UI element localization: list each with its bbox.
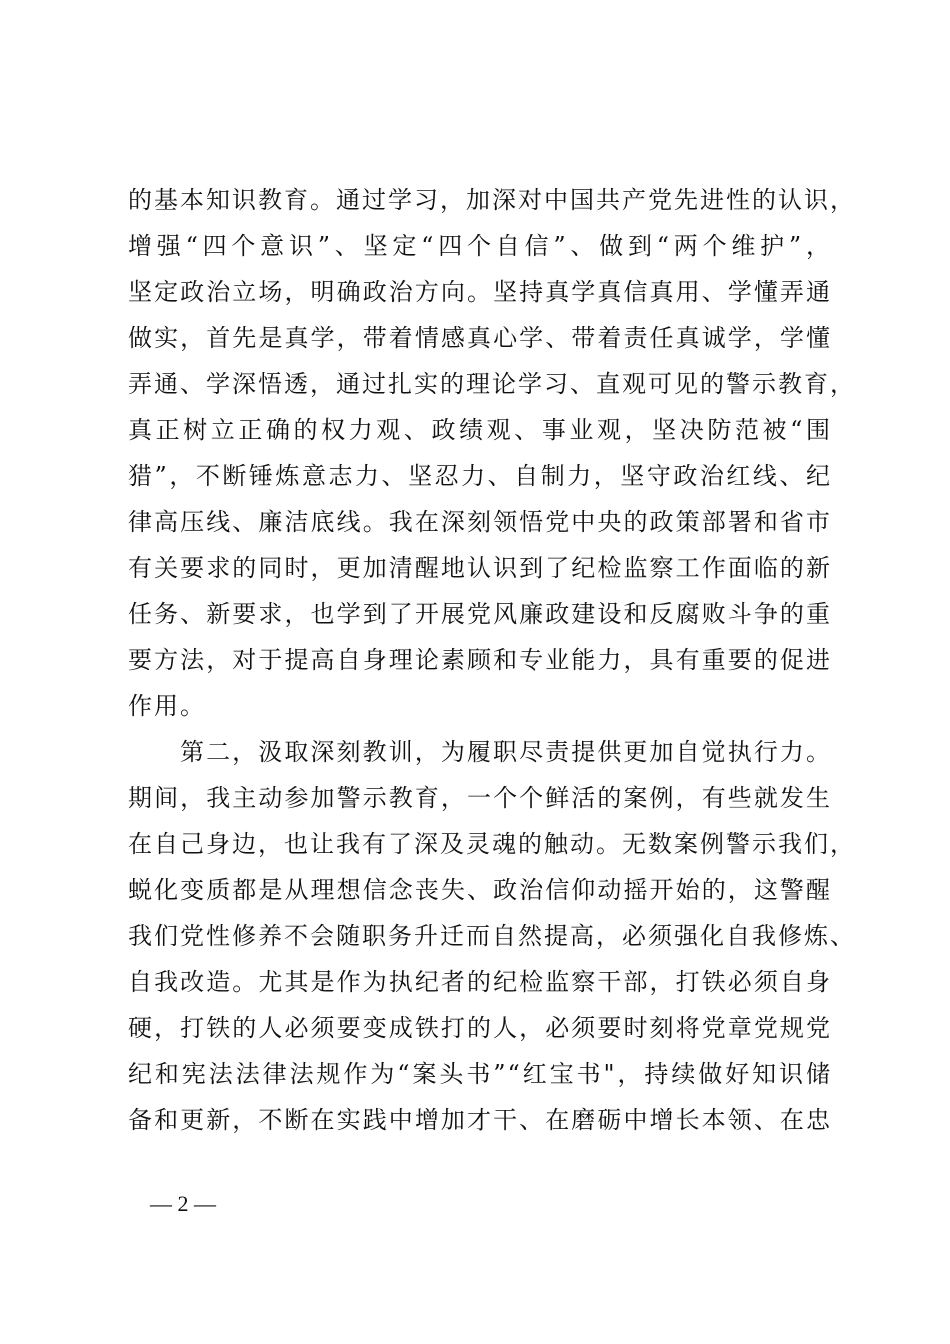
text-line: 有关要求的同时，更加清醒地认识到了纪检监察工作面临的新 — [128, 554, 832, 582]
text-line: 第二，汲取深刻教训，为履职尽责提供更加自觉执行力。 — [180, 738, 832, 766]
text-line: 的基本知识教育。通过学习，加深对中国共产党先进性的认识， — [128, 186, 856, 214]
text-line: 期间，我主动参加警示教育，一个个鲜活的案例，有些就发生 — [128, 784, 832, 812]
text-line: 坚定政治立场，明确政治方向。坚持真学真信真用、学懂弄通 — [128, 278, 832, 306]
text-line: 作用。 — [128, 692, 206, 720]
text-line: 蜕化变质都是从理想信念丧失、政治信仰动摇开始的，这警醒 — [128, 876, 832, 904]
text-line: 要方法，对于提高自身理论素顾和专业能力，具有重要的促进 — [128, 646, 832, 674]
text-line: 备和更新，不断在实践中增加才干、在磨砺中增长本领、在忠 — [128, 1106, 832, 1134]
text-line: 纪和宪法法律法规作为“案头书”“红宝书"，持续做好知识储 — [128, 1060, 832, 1088]
text-line: 真正树立正确的权力观、政绩观、事业观，坚决防范被“围 — [128, 416, 832, 444]
text-line: 任务、新要求，也学到了开展党风廉政建设和反腐败斗争的重 — [128, 600, 832, 628]
text-line: 在自己身边，也让我有了深及灵魂的触动。无数案例警示我们， — [128, 830, 856, 858]
text-line: 猎”，不断锤炼意志力、坚忍力、自制力，坚守政治红线、纪 — [128, 462, 832, 490]
text-line: 硬，打铁的人必须要变成铁打的人，必须要时刻将党章党规党 — [128, 1014, 832, 1042]
paragraph-2 — [128, 729, 856, 1143]
text-line: 我们党性修养不会随职务升迁而自然提高，必须强化自我修炼、 — [128, 922, 856, 950]
text-line: 做实，首先是真学，带着情感真心学、带着责任真诚学，学懂 — [128, 324, 832, 352]
text-line: 弄通、学深悟透，通过扎实的理论学习、直观可见的警示教育， — [128, 370, 856, 398]
text-line: 自我改造。尤其是作为执纪者的纪检监察干部，打铁必须自身 — [128, 968, 832, 996]
body-text — [128, 177, 856, 1143]
page-number: — 2 — — [150, 1191, 216, 1216]
paragraph-1 — [128, 177, 856, 729]
text-line: 律高压线、廉洁底线。我在深刻领悟党中央的政策部署和省市 — [128, 508, 832, 536]
text-line: 增强“四个意识”、坚定“四个自信”、做到“两个维护”， — [128, 232, 832, 260]
